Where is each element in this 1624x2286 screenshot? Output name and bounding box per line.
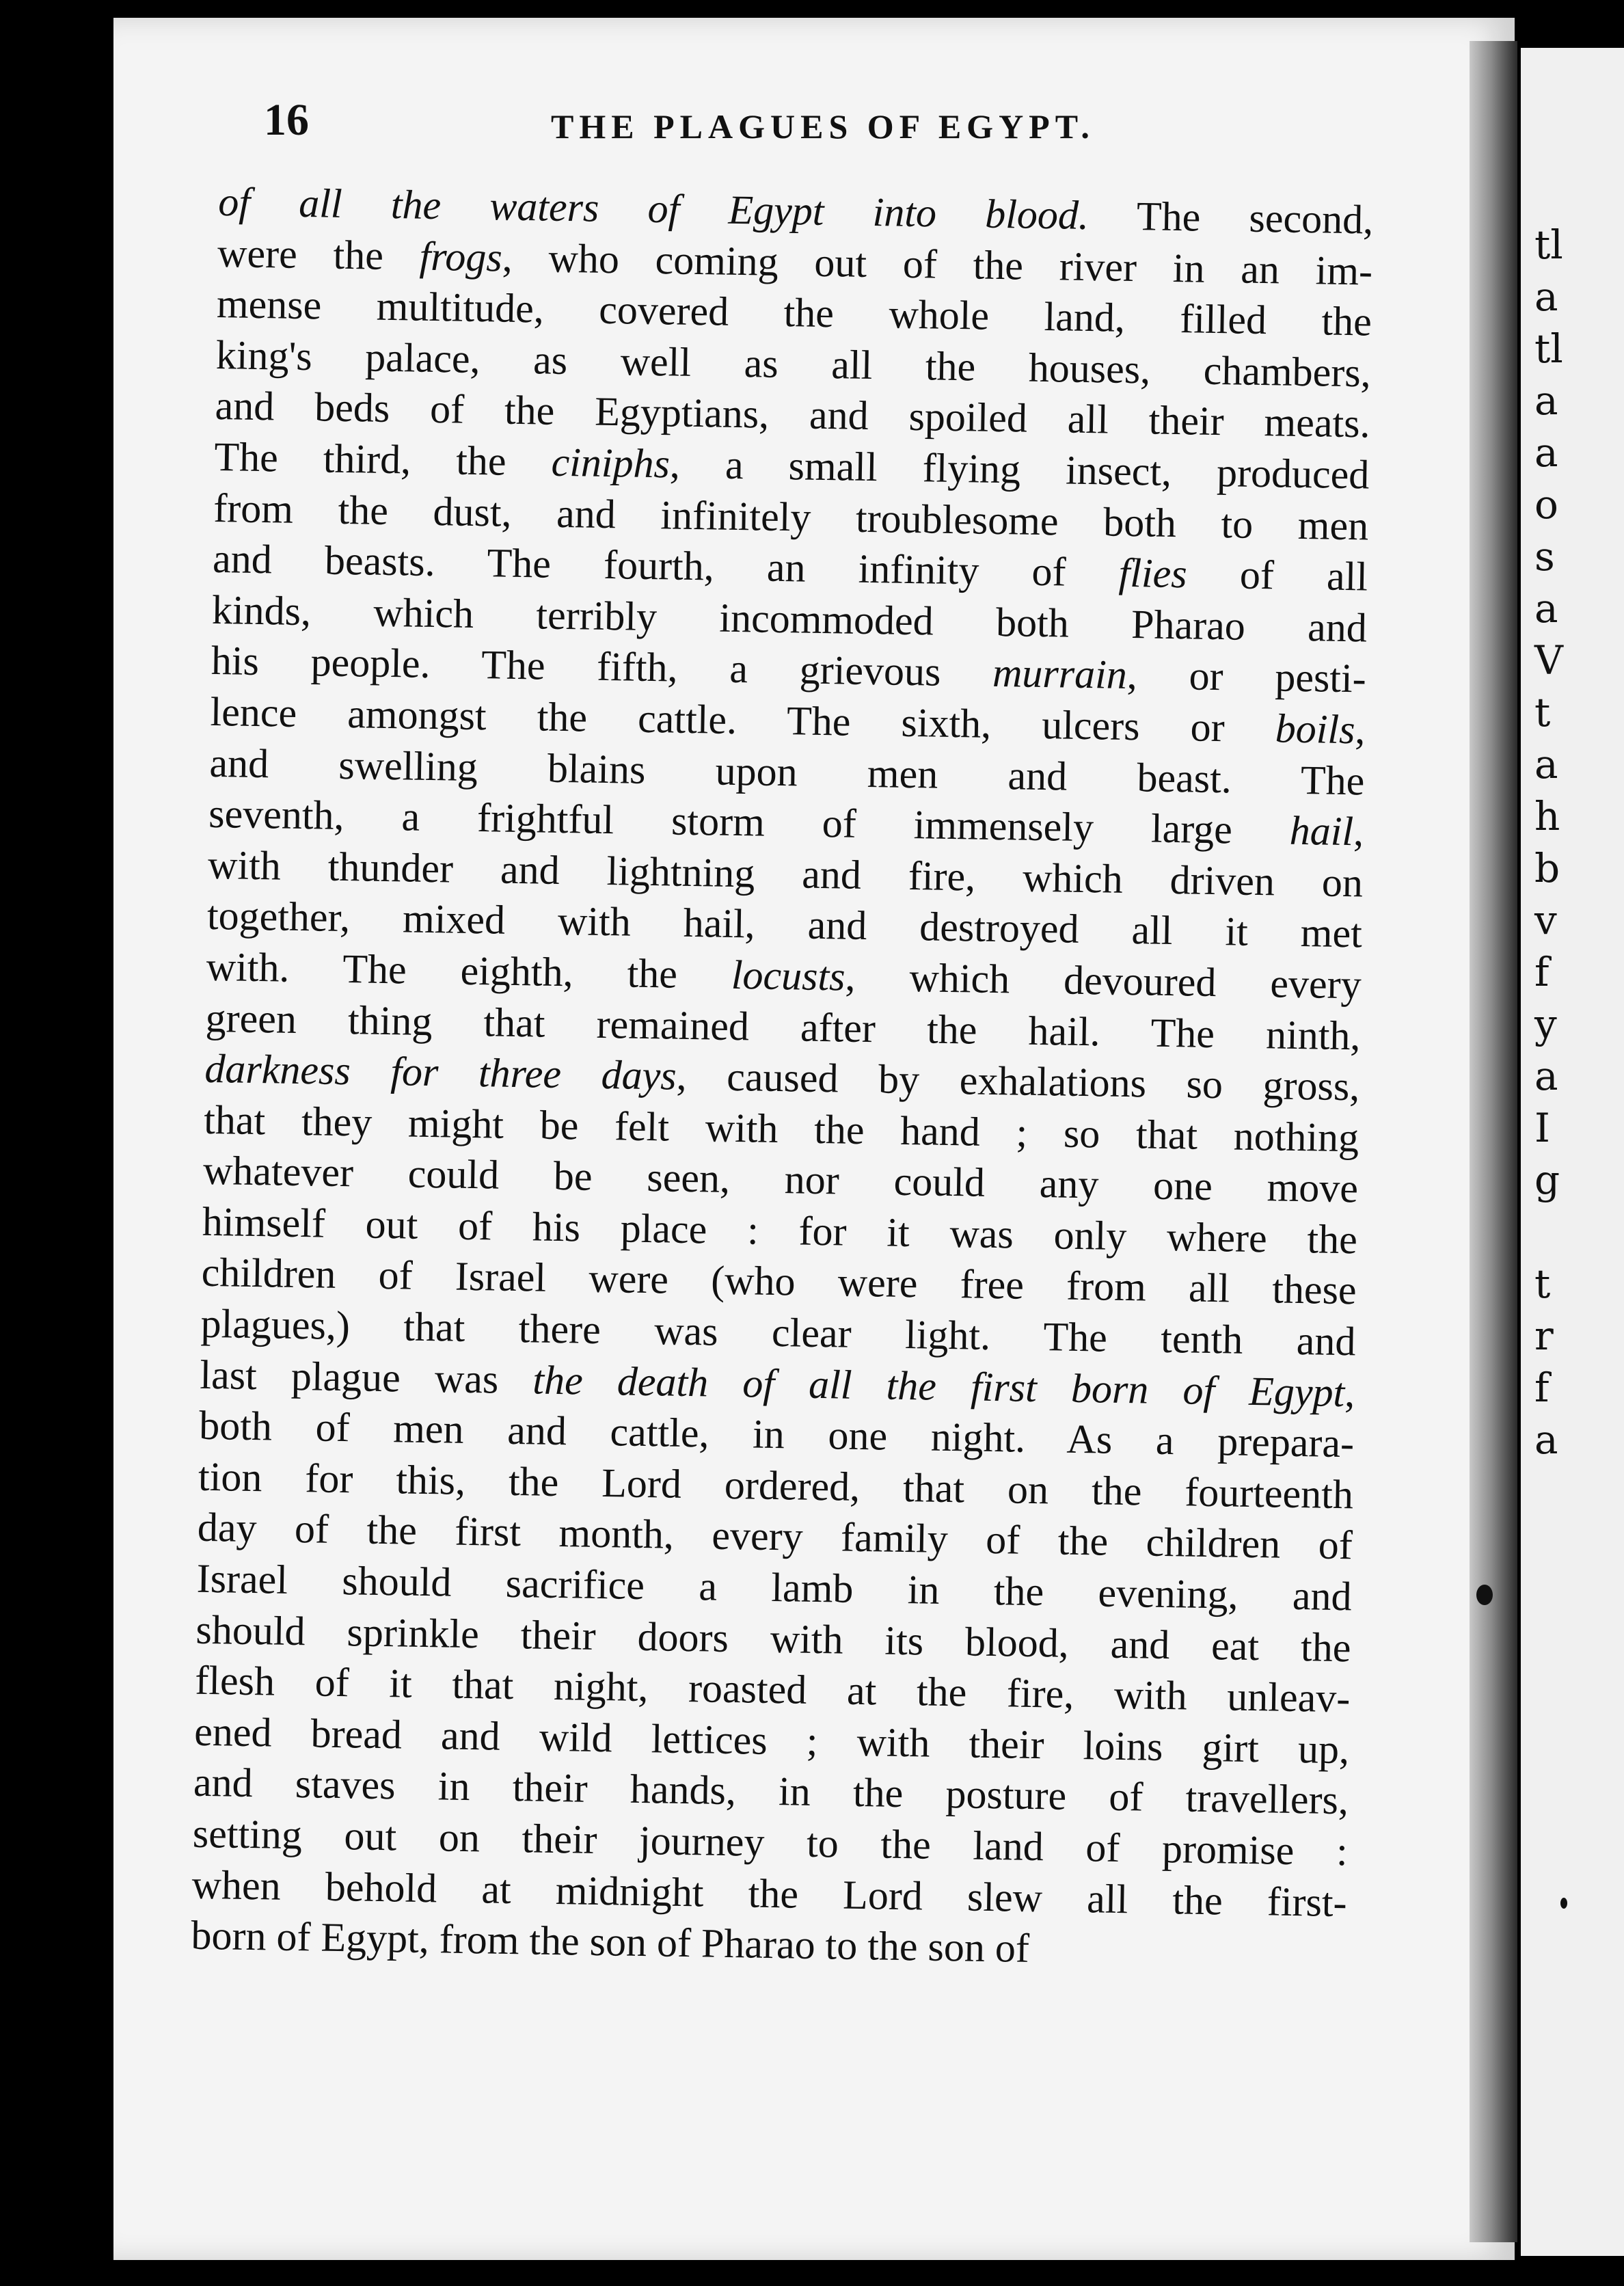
italic-text: darkness for three days bbox=[204, 1045, 677, 1099]
text-segment: , or pesti- bbox=[1126, 652, 1367, 701]
facing-page-letter: b bbox=[1534, 845, 1560, 891]
facing-page-letter: s bbox=[1534, 533, 1555, 580]
body-text bbox=[191, 176, 1374, 1979]
facing-page-letter: r bbox=[1534, 1313, 1554, 1359]
facing-page-letter: g bbox=[1534, 1157, 1560, 1203]
facing-page-letter bbox=[1534, 1206, 1563, 1258]
italic-text: boils bbox=[1275, 705, 1356, 753]
text-segment: green thing that remained after the hail. The ninth, bbox=[205, 995, 1361, 1058]
running-head: THE PLAGUES OF EGYPT. bbox=[551, 107, 1095, 146]
text-segment: , bbox=[1353, 809, 1364, 855]
text-segment: seventh, a frightful storm of immensely large bbox=[208, 791, 1290, 853]
text-segment: with thunder and lightning and fire, which driven on bbox=[207, 842, 1364, 906]
facing-page-letter: a bbox=[1534, 1416, 1558, 1463]
text-segment: , who coming out of the river in an im- bbox=[502, 234, 1373, 294]
text-segment: with. The eighth, the bbox=[206, 943, 732, 997]
facing-page-letter: tl bbox=[1534, 325, 1563, 372]
text-segment: kinds, which terribly incommoded both Pharao and bbox=[211, 587, 1368, 651]
page-number: 16 bbox=[264, 95, 309, 145]
facing-page-letter: tl bbox=[1534, 221, 1563, 268]
italic-text: frogs bbox=[419, 233, 503, 280]
text-segment: king's palace, as well as all the houses, chambers, bbox=[215, 332, 1372, 396]
text-segment: , a small flying insect, produced bbox=[669, 441, 1370, 498]
text-segment: Israel should sacrifice a lamb in the evening, and bbox=[196, 1555, 1353, 1619]
facing-page-letter: a bbox=[1534, 585, 1558, 632]
facing-page-letter: t bbox=[1534, 689, 1551, 736]
facing-page-letter: t bbox=[1534, 1261, 1551, 1307]
text-segment: his people. The fifth, a grievous bbox=[211, 638, 993, 696]
text-segment: children of Israel were (who were free from all these bbox=[201, 1250, 1357, 1313]
text-segment: plagues,) that there was clear light. The tenth and bbox=[200, 1300, 1356, 1364]
facing-page-letter: o bbox=[1534, 481, 1558, 528]
text-segment: of all bbox=[1187, 551, 1368, 600]
text-segment: and staves in their hands, in the posture of travellers, bbox=[193, 1760, 1349, 1823]
text-segment: setting out on their journey to the land of promise : bbox=[192, 1810, 1349, 1874]
text-segment: mense multitude, covered the whole land, filled the bbox=[216, 281, 1372, 345]
text-segment: born of Egypt, from the son of Pharao to the son of bbox=[191, 1912, 1030, 1972]
ink-speck bbox=[1560, 1898, 1567, 1909]
facing-page-letter: a bbox=[1534, 377, 1558, 424]
facing-page-letter: V bbox=[1534, 637, 1563, 684]
text-segment: should sprinkle their doors with its blood, and eat the bbox=[195, 1606, 1351, 1670]
italic-text: flies bbox=[1118, 550, 1188, 597]
text-segment: that they might be felt with the hand ; so that nothing bbox=[203, 1097, 1359, 1161]
text-segment: and swelling blains upon men and beast. The bbox=[209, 740, 1365, 803]
text-segment: from the dust, and infinitely troublesome both to men bbox=[213, 485, 1369, 549]
facing-page-letter: a bbox=[1534, 1053, 1558, 1099]
facing-page-letter: I bbox=[1534, 1105, 1550, 1151]
text-segment: when behold at midnight the Lord slew all the first- bbox=[191, 1861, 1348, 1925]
facing-page-letter: a bbox=[1534, 741, 1558, 788]
facing-page-edge bbox=[1521, 48, 1624, 2256]
italic-text: ciniphs bbox=[551, 439, 671, 487]
text-segment: together, mixed with hail, and destroyed all it met bbox=[206, 893, 1363, 956]
italic-text: of all the waters of Egypt into blood. bbox=[217, 178, 1090, 238]
text-segment: lence amongst the cattle. The sixth, ulcers or bbox=[210, 688, 1276, 751]
italic-text: murrain bbox=[992, 650, 1128, 698]
facing-page-letter: f bbox=[1534, 1364, 1549, 1411]
text-segment: last plague was bbox=[199, 1352, 534, 1403]
text-segment: flesh of it that night, roasted at the fire, with unleav- bbox=[194, 1657, 1351, 1721]
facing-page-letter: v bbox=[1534, 897, 1557, 943]
text-segment: and beds of the Egyptians, and spoiled all their meats. bbox=[215, 383, 1371, 446]
page-header bbox=[264, 94, 1412, 156]
text-segment: and beasts. The fourth, an infinity of bbox=[212, 536, 1120, 595]
facing-page-letter: h bbox=[1534, 793, 1560, 839]
italic-text: locusts bbox=[731, 952, 846, 999]
text-segment: tion for this, the Lord ordered, that on the fourteenth bbox=[198, 1453, 1354, 1518]
text-segment: , which devoured every bbox=[845, 954, 1362, 1008]
italic-text: the death of all the first born of Egypt bbox=[532, 1357, 1345, 1415]
text-segment: ened bread and wild lettices ; with their loins girt up, bbox=[193, 1708, 1350, 1773]
facing-page-letter: a bbox=[1534, 429, 1558, 476]
facing-page-letter: f bbox=[1534, 949, 1549, 995]
text-segment: day of the first month, every family of the children of bbox=[197, 1505, 1353, 1568]
facing-page-text bbox=[1534, 219, 1563, 1466]
text-segment: , bbox=[1344, 1369, 1355, 1415]
text-segment: himself out of his place : for it was only where the bbox=[202, 1198, 1358, 1263]
text-segment: were the bbox=[217, 230, 420, 279]
text-segment: both of men and cattle, in one night. As a prepara- bbox=[198, 1403, 1355, 1466]
ink-speck bbox=[1476, 1585, 1493, 1605]
text-segment: whatever could be seen, nor could any one move bbox=[202, 1148, 1359, 1211]
facing-page-letter: y bbox=[1534, 1001, 1557, 1047]
text-segment: The third, the bbox=[214, 433, 552, 485]
text-segment: The second, bbox=[1088, 193, 1374, 243]
facing-page-letter: a bbox=[1534, 273, 1558, 320]
text-segment: , bbox=[1354, 707, 1366, 753]
book-gutter bbox=[1470, 41, 1517, 2242]
italic-text: hail bbox=[1289, 807, 1354, 855]
text-segment: , caused by exhalations so gross, bbox=[676, 1053, 1360, 1110]
